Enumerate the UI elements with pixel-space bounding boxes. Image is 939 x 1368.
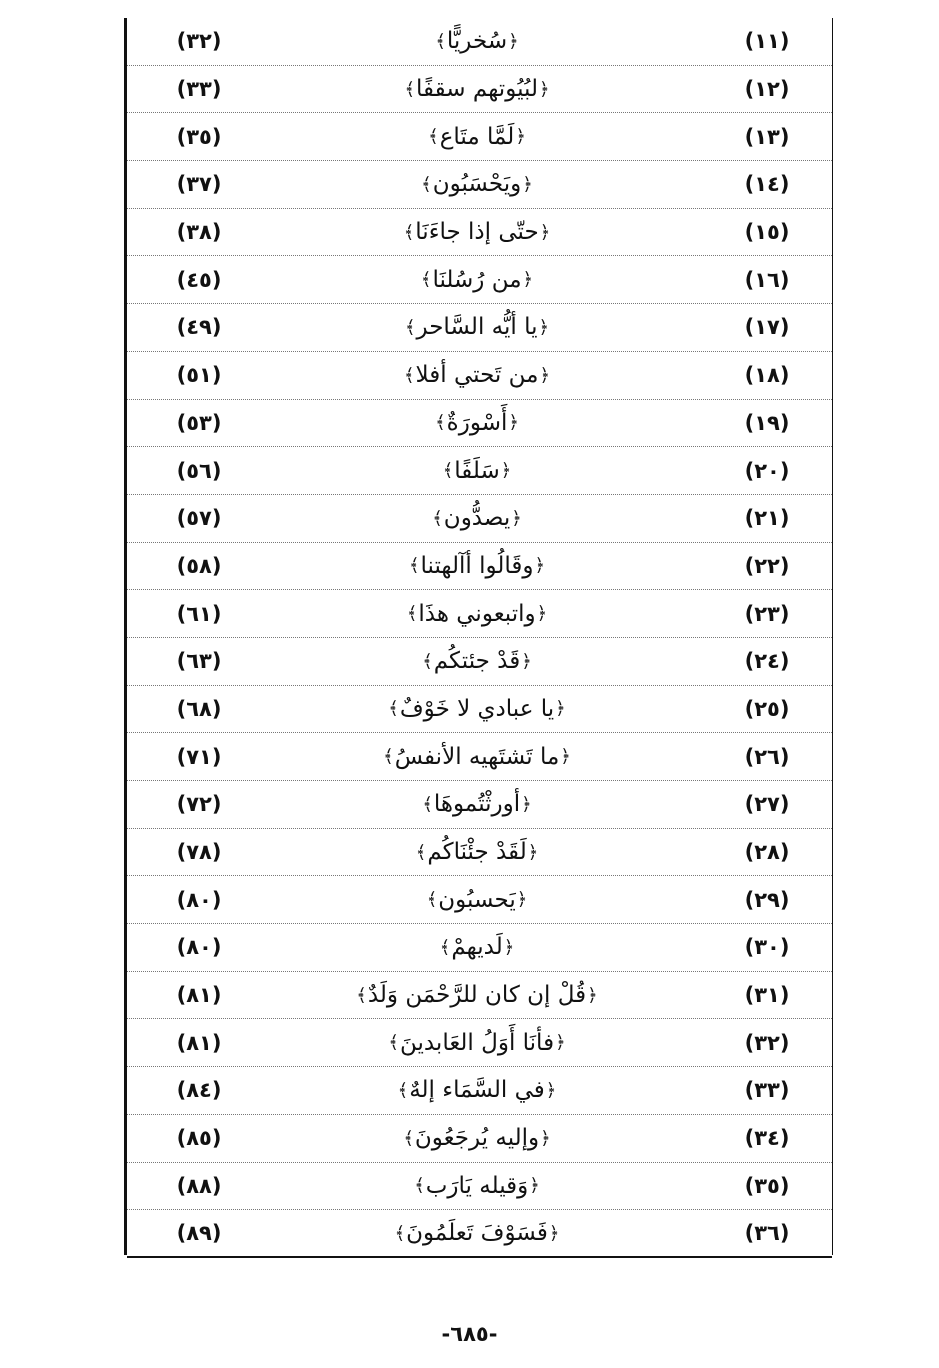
ornamental-bracket-open-icon: ﴿ bbox=[539, 364, 551, 386]
quran-word bbox=[277, 352, 677, 399]
ornamental-bracket-open-icon: ﴿ bbox=[521, 793, 532, 815]
entry-index: (١١) bbox=[744, 29, 790, 54]
ornamental-bracket-close-icon: ﴾ bbox=[403, 221, 415, 243]
ornamental-bracket-open-icon: ﴿ bbox=[534, 555, 546, 577]
quran-word bbox=[277, 876, 677, 923]
ornamental-bracket-close-icon: ﴾ bbox=[442, 460, 454, 482]
ornamental-bracket-open-icon: ﴿ bbox=[536, 603, 548, 625]
quran-word bbox=[277, 1115, 677, 1162]
ornamental-bracket-close-icon: ﴾ bbox=[404, 364, 415, 386]
entry-index: (٣٢) bbox=[744, 1030, 790, 1055]
quran-word bbox=[277, 1019, 677, 1066]
table-row bbox=[127, 352, 832, 400]
entry-index: (٣٤) bbox=[744, 1126, 790, 1151]
quran-word bbox=[277, 924, 677, 971]
ornamental-bracket-close-icon: ﴾ bbox=[388, 1032, 399, 1054]
quran-word-text: يصدُّون bbox=[443, 505, 511, 532]
ornamental-bracket-open-icon: ﴿ bbox=[511, 507, 522, 529]
quran-word bbox=[277, 400, 677, 447]
entry-index: (١٤) bbox=[744, 172, 790, 197]
table-row bbox=[127, 1163, 832, 1211]
quran-word bbox=[277, 1067, 677, 1114]
entry-index: (١٩) bbox=[744, 410, 790, 435]
quran-word-text: ما تَشتَهيه الأنفسُ bbox=[394, 743, 560, 770]
quran-word-text: قَدْ جئتكُم bbox=[433, 648, 521, 675]
ornamental-bracket-open-icon: ﴿ bbox=[539, 221, 551, 243]
quran-word bbox=[277, 972, 677, 1019]
ornamental-bracket-open-icon: ﴿ bbox=[508, 412, 519, 434]
ornamental-bracket-close-icon: ﴾ bbox=[435, 412, 446, 434]
verse-number: (٦١) bbox=[176, 601, 222, 626]
quran-word bbox=[277, 638, 677, 685]
verse-number: (٨٤) bbox=[176, 1078, 222, 1103]
verse-number: (٨٩) bbox=[176, 1221, 222, 1246]
quran-word bbox=[277, 113, 677, 160]
ornamental-bracket-open-icon: ﴿ bbox=[503, 936, 515, 958]
entry-index: (٢٨) bbox=[744, 840, 790, 865]
quran-word-text: قُلْ إن كان للرَّحْمَن وَلَدٌ bbox=[367, 982, 587, 1009]
quran-word-text: يا أيُّه السَّاحر bbox=[416, 314, 538, 341]
table-row bbox=[127, 829, 832, 877]
quran-word-text: يَحسبُون bbox=[438, 886, 516, 913]
ornamental-bracket-close-icon: ﴾ bbox=[435, 30, 446, 52]
quran-word bbox=[277, 543, 677, 590]
entry-index: (١٥) bbox=[744, 220, 790, 245]
quran-word-text: أَسْورَةٌ bbox=[446, 409, 508, 436]
table-row bbox=[127, 1067, 832, 1115]
verse-number: (٥٣) bbox=[176, 410, 222, 435]
ornamental-bracket-open-icon: ﴿ bbox=[540, 1127, 551, 1149]
table-row bbox=[127, 924, 832, 972]
table-row bbox=[127, 876, 832, 924]
ornamental-bracket-open-icon: ﴿ bbox=[508, 30, 519, 52]
table-row bbox=[127, 686, 832, 734]
verse-number: (٧٢) bbox=[176, 792, 222, 817]
quran-word-text: لَديهمْ bbox=[451, 934, 503, 961]
entry-index: (٢٥) bbox=[744, 696, 790, 721]
ornamental-bracket-close-icon: ﴾ bbox=[404, 316, 416, 338]
entry-index: (٢٦) bbox=[744, 744, 790, 769]
ornamental-bracket-open-icon: ﴿ bbox=[516, 889, 528, 911]
quran-word-text: من رُسُلنَا bbox=[432, 266, 522, 293]
table-row bbox=[127, 638, 832, 686]
verse-number: (٧٨) bbox=[176, 840, 222, 865]
quran-word bbox=[277, 829, 677, 876]
page-number: -٦٨٥- bbox=[441, 1322, 498, 1346]
table-row bbox=[127, 733, 832, 781]
table-row bbox=[127, 209, 832, 257]
quran-word bbox=[277, 256, 677, 303]
entry-index: (٢٩) bbox=[744, 887, 790, 912]
entry-index: (٣١) bbox=[744, 983, 790, 1008]
quran-word-text: سَلَفًا bbox=[454, 457, 500, 484]
quran-word-text: فأنَا أَوَلُ العَابدينَ bbox=[399, 1029, 555, 1056]
ornamental-bracket-open-icon: ﴿ bbox=[529, 1175, 540, 1197]
quran-word-text: لَقَدْ جئْنَاكُم bbox=[427, 839, 527, 866]
recitation-table bbox=[127, 18, 832, 1258]
ornamental-bracket-open-icon: ﴿ bbox=[560, 746, 571, 768]
verse-number: (٨١) bbox=[176, 1030, 222, 1055]
verse-number: (٣٥) bbox=[176, 124, 222, 149]
table-row bbox=[127, 18, 832, 66]
ornamental-bracket-close-icon: ﴾ bbox=[414, 1175, 425, 1197]
ornamental-bracket-close-icon: ﴾ bbox=[383, 746, 394, 768]
table-row bbox=[127, 400, 832, 448]
verse-number: (٥٨) bbox=[176, 553, 222, 578]
table-row bbox=[127, 590, 832, 638]
ornamental-bracket-open-icon: ﴿ bbox=[538, 316, 550, 338]
quran-word-text: وإليه يُرجَعُونَ bbox=[414, 1125, 540, 1152]
quran-word-text: واتبعوني هذَا bbox=[418, 600, 536, 627]
quran-word-text: لبُيُوتهم سقفًا bbox=[416, 76, 538, 103]
verse-number: (٦٣) bbox=[176, 649, 222, 674]
ornamental-bracket-close-icon: ﴾ bbox=[388, 698, 399, 720]
ornamental-bracket-open-icon: ﴿ bbox=[545, 1079, 557, 1101]
entry-index: (٢٤) bbox=[744, 649, 790, 674]
quran-word-text: سُخريًّا bbox=[446, 28, 508, 55]
quran-word-text: يا عبادي لا خَوْفٌ bbox=[399, 695, 555, 722]
table-row bbox=[127, 256, 832, 304]
table-row bbox=[127, 66, 832, 114]
quran-word bbox=[277, 18, 677, 65]
entry-index: (٢٣) bbox=[744, 601, 790, 626]
verse-number: (٧١) bbox=[176, 744, 222, 769]
ornamental-bracket-open-icon: ﴿ bbox=[555, 1032, 566, 1054]
ornamental-bracket-close-icon: ﴾ bbox=[422, 650, 433, 672]
entry-index: (١٨) bbox=[744, 363, 790, 388]
quran-word-text: وَقيله يَارَب bbox=[425, 1172, 529, 1199]
ornamental-bracket-close-icon: ﴾ bbox=[356, 984, 367, 1006]
ornamental-bracket-close-icon: ﴾ bbox=[432, 507, 443, 529]
verse-number: (٣٣) bbox=[176, 77, 222, 102]
ornamental-bracket-close-icon: ﴾ bbox=[426, 889, 438, 911]
verse-number: (٨٥) bbox=[176, 1126, 222, 1151]
verse-number: (٥٦) bbox=[176, 458, 222, 483]
ornamental-bracket-open-icon: ﴿ bbox=[500, 460, 512, 482]
verse-number: (٤٥) bbox=[176, 267, 222, 292]
quran-word-text: فَسَوْفَ تَعلَمُونَ bbox=[406, 1220, 548, 1247]
entry-index: (٢٢) bbox=[744, 553, 790, 578]
verse-number: (٥٧) bbox=[176, 506, 222, 531]
entry-index: (٣٥) bbox=[744, 1173, 790, 1198]
quran-word bbox=[277, 66, 677, 113]
quran-word bbox=[277, 781, 677, 828]
quran-word bbox=[277, 1163, 677, 1210]
entry-index: (٣٣) bbox=[744, 1078, 790, 1103]
quran-word bbox=[277, 733, 677, 780]
table-row bbox=[127, 304, 832, 352]
quran-word-text: من تَحتي أفلا bbox=[415, 362, 539, 389]
ornamental-bracket-open-icon: ﴿ bbox=[515, 126, 526, 148]
ornamental-bracket-open-icon: ﴿ bbox=[587, 984, 598, 1006]
quran-word bbox=[277, 590, 677, 637]
ornamental-bracket-close-icon: ﴾ bbox=[422, 793, 433, 815]
ornamental-bracket-close-icon: ﴾ bbox=[403, 1127, 414, 1149]
ornamental-bracket-close-icon: ﴾ bbox=[421, 173, 432, 195]
ornamental-bracket-open-icon: ﴿ bbox=[527, 841, 539, 863]
table-row bbox=[127, 1019, 832, 1067]
ornamental-bracket-close-icon: ﴾ bbox=[406, 603, 418, 625]
entry-index: (٣٠) bbox=[744, 935, 790, 960]
entry-index: (٢٠) bbox=[744, 458, 790, 483]
verse-number: (٨٠) bbox=[176, 935, 222, 960]
ornamental-bracket-open-icon: ﴿ bbox=[522, 173, 533, 195]
quran-word bbox=[277, 686, 677, 733]
quran-word-text: لَمَّا متَاع bbox=[439, 123, 515, 150]
table-row bbox=[127, 447, 832, 495]
entry-index: (١٦) bbox=[744, 267, 790, 292]
quran-word bbox=[277, 495, 677, 542]
ornamental-bracket-open-icon: ﴿ bbox=[555, 698, 566, 720]
quran-word-text: وقَالُوا أآلهتنا bbox=[420, 552, 534, 579]
ornamental-bracket-close-icon: ﴾ bbox=[397, 1079, 409, 1101]
verse-number: (٨١) bbox=[176, 983, 222, 1008]
ornamental-bracket-open-icon: ﴿ bbox=[538, 78, 550, 100]
entry-index: (١٧) bbox=[744, 315, 790, 340]
table-row bbox=[127, 1115, 832, 1163]
verse-number: (٦٨) bbox=[176, 696, 222, 721]
quran-word bbox=[277, 161, 677, 208]
table-row bbox=[127, 1210, 832, 1258]
quran-word bbox=[277, 447, 677, 494]
verse-number: (٣٢) bbox=[176, 29, 222, 54]
entry-index: (٢١) bbox=[744, 506, 790, 531]
verse-number: (٣٧) bbox=[176, 172, 222, 197]
quran-word-text: في السَّمَاء إلهٌ bbox=[409, 1077, 545, 1104]
entry-index: (٣٦) bbox=[744, 1221, 790, 1246]
quran-word-text: ويَحْسَبُون bbox=[432, 171, 522, 198]
table-row bbox=[127, 972, 832, 1020]
entry-index: (١٣) bbox=[744, 124, 790, 149]
entry-index: (٢٧) bbox=[744, 792, 790, 817]
entry-index: (١٢) bbox=[744, 77, 790, 102]
table-row bbox=[127, 543, 832, 591]
ornamental-bracket-close-icon: ﴾ bbox=[394, 1222, 406, 1244]
quran-word bbox=[277, 304, 677, 351]
table-row bbox=[127, 161, 832, 209]
table-row bbox=[127, 781, 832, 829]
ornamental-bracket-close-icon: ﴾ bbox=[404, 78, 416, 100]
ornamental-bracket-close-icon: ﴾ bbox=[439, 936, 451, 958]
ornamental-bracket-open-icon: ﴿ bbox=[548, 1222, 560, 1244]
table-row bbox=[127, 113, 832, 161]
verse-number: (٣٨) bbox=[176, 220, 222, 245]
ornamental-bracket-close-icon: ﴾ bbox=[420, 269, 432, 291]
ornamental-bracket-close-icon: ﴾ bbox=[415, 841, 427, 863]
quran-word bbox=[277, 1210, 677, 1256]
quran-word-text: حتّى إذا جاءَنَا bbox=[415, 219, 539, 246]
ornamental-bracket-close-icon: ﴾ bbox=[408, 555, 420, 577]
verse-number: (٤٩) bbox=[176, 315, 222, 340]
quran-word-text: أورثْتُموهَا bbox=[433, 791, 521, 818]
ornamental-bracket-close-icon: ﴾ bbox=[428, 126, 439, 148]
verse-number: (٥١) bbox=[176, 363, 222, 388]
verse-number: (٨٠) bbox=[176, 887, 222, 912]
quran-word bbox=[277, 209, 677, 256]
table-row bbox=[127, 495, 832, 543]
ornamental-bracket-open-icon: ﴿ bbox=[521, 650, 532, 672]
ornamental-bracket-open-icon: ﴿ bbox=[522, 269, 534, 291]
verse-number: (٨٨) bbox=[176, 1173, 222, 1198]
